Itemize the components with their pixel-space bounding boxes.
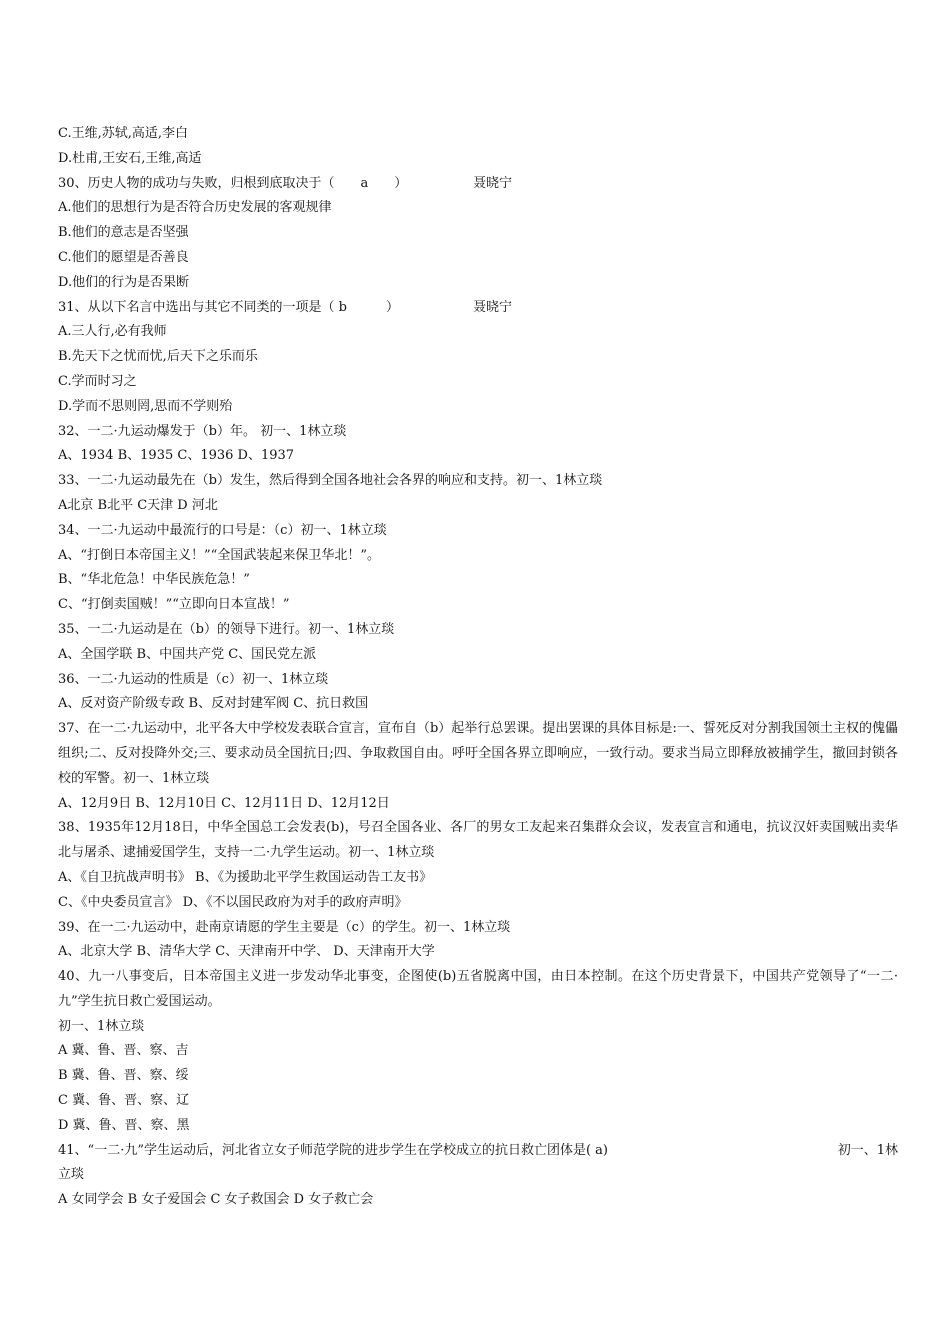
option-line: A.三人行,必有我师 — [58, 324, 167, 340]
option-line: C、“打倒卖国贼！”“立即向日本宣战！” — [58, 597, 290, 613]
option-line: B.先天下之忧而忧,后天下之乐而乐 — [58, 349, 258, 365]
question-line: 34、一二·九运动中最流行的口号是：（c）初一、1林立琰 — [58, 522, 387, 538]
question-text: 31、从以下名言中选出与其它不同类的一项是（ b ） — [58, 299, 399, 315]
option-line: B 冀、鲁、晋、察、绥 — [58, 1068, 189, 1084]
option-line: A.他们的思想行为是否符合历史发展的客观规律 — [58, 200, 332, 216]
question-text: 30、历史人物的成功与失败，归根到底取决于（ a ） — [58, 175, 408, 191]
question-line: 36、一二·九运动的性质是（c）初一、1林立琰 — [58, 671, 329, 687]
option-line: A北京 B北平 C天津 D 河北 — [58, 497, 218, 513]
text-line: C.王维,苏轼,高适,李白 — [58, 126, 189, 141]
question-paragraph: 38、1935年12月18日，中华全国总工会发表(b)，号召全国各业、各厂的男女工友起来召集群众会议，发表宣言和通电，抗议汉奸卖国贼出卖华北与屠杀、逮捕爱国学生，支持一二·九学生运动。初一、1林立琰 — [58, 820, 898, 861]
option-line: B、“华北危急！中华民族危急！” — [58, 572, 250, 588]
option-line: D 冀、鲁、晋、察、黑 — [58, 1117, 190, 1133]
option-line: A、“打倒日本帝国主义！”“全国武装起来保卫华北！”。 — [58, 547, 380, 563]
option-line: A 冀、鲁、晋、察、吉 — [58, 1043, 189, 1059]
option-line: D.学而不思则罔,思而不学则殆 — [58, 398, 233, 414]
question-line: 32、一二·九运动爆发于（b）年。 初一、1林立琰 — [58, 423, 347, 439]
question-line — [58, 296, 898, 321]
question-paragraph: 37、在一二·九运动中，北平各大中学校发表联合宣言，宣布自（b）起举行总罢课。提出罢课的具体目标是:一、誓死反对分割我国领土主权的傀儡组织;二、反对投降外交;三、要求动员全国抗日;四、争取救国自由。呼吁全国各界立即响应，一致行动。要求当局立即释放被捕学生，撤回封锁各校的军警。初一、1林立琰 — [58, 721, 898, 786]
option-line: C、《中央委员宣言》 D、《不以国民政府为对手的政府声明》 — [58, 894, 408, 910]
option-line: A、12月9日 B、12月10日 C、12月11日 D、12月12日 — [58, 795, 390, 811]
option-line: C.学而时习之 — [58, 373, 137, 389]
author-line: 初一、1林立琰 — [58, 1018, 145, 1034]
option-line: B.他们的意志是否坚强 — [58, 225, 189, 241]
question-paragraph: 40、九一八事变后，日本帝国主义进一步发动华北事变，企图使(b)五省脱离中国，由日本控制。在这个历史背景下，中国共产党领导了“一二·九”学生抗日救亡爱国运动。 — [58, 969, 898, 1009]
option-line: A、全国学联 B、中国共产党 C、国民党左派 — [58, 646, 317, 662]
author-line: 立琰 — [58, 1167, 85, 1183]
option-line: C.他们的愿望是否善良 — [58, 249, 189, 265]
option-line: A、反对资产阶级专政 B、反对封建军阀 C、抗日救国 — [58, 696, 369, 712]
question-line: 35、一二·九运动是在（b）的领导下进行。初一、1林立琰 — [58, 621, 395, 637]
author-name: 初一、1林 — [837, 1142, 898, 1158]
text-line: D.杜甫,王安石,王维,高适 — [58, 150, 202, 166]
author-name: 聂晓宁 — [473, 299, 513, 315]
question-line: 33、一二·九运动最先在（b）发生，然后得到全国各地社会各界的响应和支持。初一、1林立琰 — [58, 473, 603, 489]
option-line: D.他们的行为是否果断 — [58, 274, 190, 290]
option-line: A、北京大学 B、清华大学 C、天津南开中学、 D、天津南开大学 — [58, 944, 435, 960]
option-line: C 冀、鲁、晋、察、辽 — [58, 1093, 190, 1109]
question-line — [58, 172, 898, 197]
question-line — [58, 1139, 898, 1164]
question-text: 41、“一二·九”学生运动后，河北省立女子师范学院的进步学生在学校成立的抗日救亡团体是( a) — [58, 1142, 608, 1158]
option-line: A、《自卫抗战声明书》 B、《为援助北平学生救国运动告工友书》 — [58, 869, 433, 885]
option-line: A、1934 B、1935 C、1936 D、1937 — [58, 448, 295, 464]
option-line: A 女同学会 B 女子爱国会 C 女子救国会 D 女子救亡会 — [58, 1192, 374, 1208]
author-name: 聂晓宁 — [473, 175, 513, 191]
document-body — [58, 122, 898, 1213]
question-line: 39、在一二·九运动中，赴南京请愿的学生主要是（c）的学生。初一、1林立琰 — [58, 919, 511, 935]
